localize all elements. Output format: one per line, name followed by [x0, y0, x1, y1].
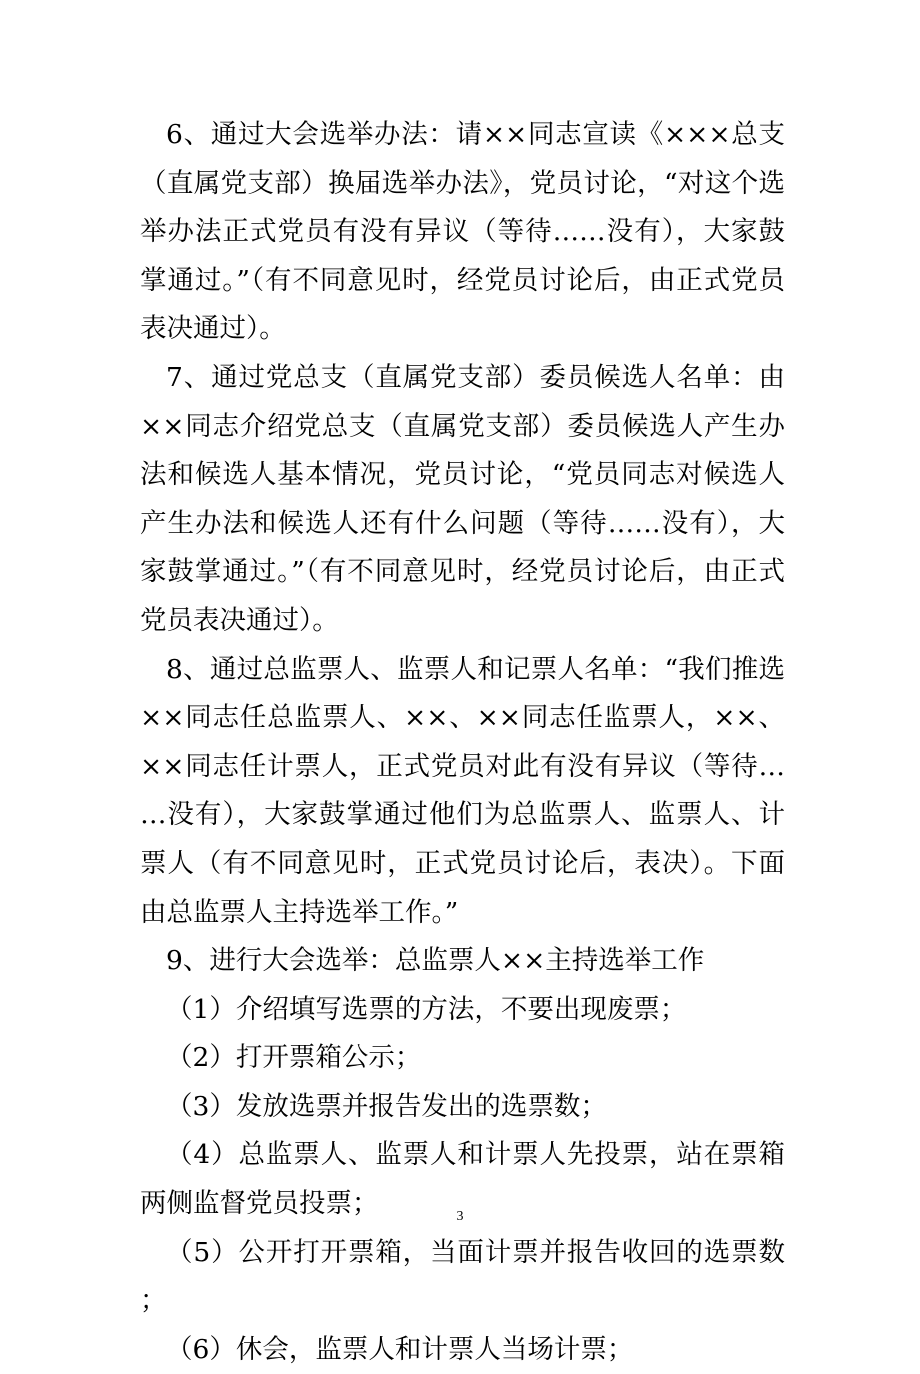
- paragraph-item-6: 6、通过大会选举办法：请××同志宣读《×××总支（直属党支部）换届选举办法》，党员讨论，“对这个选举办法正式党员有没有异议（等待……没有），大家鼓掌通过。”（有不同意见时，经党员讨论后，由正式党员表决通过）。: [140, 119, 785, 345]
- sub-item-2: （2）打开票箱公示；: [166, 1042, 422, 1074]
- sub-item-1: （1）介绍填写选票的方法，不要出现废票；: [166, 993, 687, 1025]
- sub-item-4: （4）总监票人、监票人和计票人先投票，站在票箱两侧监督党员投票；: [140, 1139, 785, 1220]
- sub-item-3: （3）发放选票并报告发出的选票数；: [166, 1090, 607, 1122]
- document-body: [140, 111, 785, 1374]
- paragraph-item-8: 8、通过总监票人、监票人和记票人名单：“我们推选××同志任总监票人、××、××同志任监票人，××、××同志任计票人，正式党员对此有没有异议（等待……没有），大家鼓掌通过他们为总监票人、监票人、计票人（有不同意见时，正式党员讨论后，表决）。下面由总监票人主持选举工作。”: [140, 653, 785, 928]
- sub-item-5: （5）公开打开票箱，当面计票并报告收回的选票数；: [140, 1236, 785, 1317]
- sub-item-6: （6）休会，监票人和计票人当场计票；: [166, 1333, 634, 1365]
- page-number: 3: [456, 1209, 464, 1224]
- paragraph-item-7: 7、通过党总支（直属党支部）委员候选人名单：由××同志介绍党总支（直属党支部）委员候选人产生办法和候选人基本情况，党员讨论，“党员同志对候选人产生办法和候选人还有什么问题（等待……没有），大家鼓掌通过。”（有不同意见时，经党员讨论后，由正式党员表决通过）。: [140, 361, 785, 636]
- paragraph-item-9: 9、进行大会选举：总监票人××主持选举工作: [166, 945, 705, 977]
